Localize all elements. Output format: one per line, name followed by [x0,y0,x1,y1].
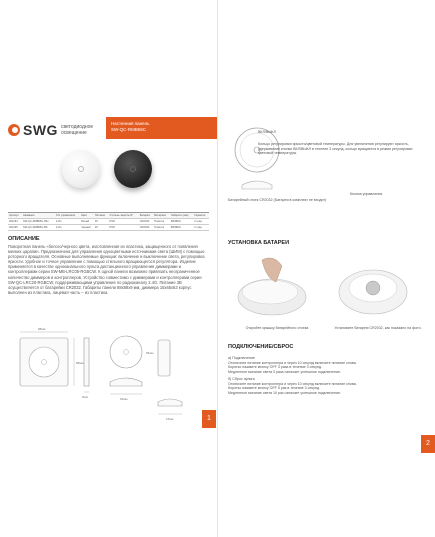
table-cell: IP20 [109,225,139,231]
technical-drawings [8,320,208,430]
th-size: Габариты (мм) [170,213,193,219]
dim-label-thickness: 15мм [166,417,174,421]
table-cell: IP20 [109,219,139,225]
battery-photo-2 [333,252,413,322]
th-warranty: Гарантия [193,213,209,219]
table-cell: 001234 [8,219,22,225]
table-cell: 3V [94,225,109,231]
table-cell: Пластик [153,219,170,225]
brand-subtitle [61,124,101,136]
table-cell: 2 года [193,219,209,225]
table-cell: 2.4G [55,225,80,231]
connect-a-step1: Отключите питание контроллера и через 10 секунд включите питание снова. [228,360,357,365]
brand-logo [8,122,101,138]
brand-sub-line2: освещение [60,130,87,136]
page-1 [0,0,217,537]
th-article: Артикул [8,213,22,219]
label-onoff: ВКЛ/ВЫКЛ [258,130,276,134]
th-power: Питание [94,213,109,219]
logo-mark-icon [8,124,20,136]
page-number-1: 1 [202,410,216,428]
th-name: Название [22,213,55,219]
spec-table [8,212,209,231]
description-text: Поворотная панель «белого/черного цвета, изготовленная из пластика, защищенного от появления мелких царапин. Предназначена для управления одноцветными источниками света (ШИМ) с помощью роторного вращателя. Основные выполняемые функции: включение и выключение света, регулировка яркости. Удобное и точное управление с помощью стильного вращающегося регулятора. Изделие применяется в качестве одноканального пульта дистанционного управления диммерами и контроллерами серии SW-MB-LRC05-RGBCW. К одной панели возможно привязать неограниченное количество диммеров и контроллеров. Устройство совместимо с диммерами и контроллерами серии SW-QC-LRC20-RGBCW, поддерживающими управление по радиоканалу 2.4G. Питание 3В осуществляется от батарейки CR2032. Габариты панели 88х88х9 мм, диммера 15х65х63 корпус выполнен из пластика, лицевая часть – из пластика. [8,244,205,295]
table-cell: Белый [80,219,94,225]
table-cell: 001235 [8,225,22,231]
th-material: Материал [153,213,170,219]
connect-a-step3: Медленное мигание света 3 раза означает успешное подключение. [228,369,341,374]
product-header-line2: SW-QC-RMB65C [111,127,147,132]
label-ring: Кольцо регулировки яркости/цветовой температуры. Для увеличения регулируют яркость, удерживание кнопки ВКЛ/ВЫКЛ в течение 3 секунд, кольцо вращается в режим регулировки цветовой температуры. [258,142,413,155]
connect-a-title: а) Подключение [228,356,255,360]
table-cell: CR2032 [139,219,153,225]
table-row [8,225,209,231]
connect-b-step2: Коротко нажмите кнопку OFF 5 раз в течение 3 секунд. [228,386,320,390]
dim-label-depth: 9мм [82,395,88,399]
table-cell: Пластик [153,225,170,231]
table-cell: CR2032 [139,225,153,231]
battery-photo-1 [232,252,312,322]
product-photo-white [62,150,100,188]
product-header-line1: Настенная панель [111,121,150,126]
brand-sub-line1: светодиодное [60,124,94,130]
page-number-2: 2 [421,435,435,453]
product-photo-black [114,150,152,188]
dim-label-width: 88мм [38,327,46,331]
page-2 [218,0,435,537]
table-cell: SW-QC-RMB65C-WH [22,219,55,225]
battery-caption-1: Откройте крышку батарейного отсека [245,326,309,330]
description-title: ОПИСАНИЕ [8,236,40,242]
dim-label-base: 63мм [120,397,128,401]
knob-center-dot [130,166,136,172]
th-color: Цвет [80,213,94,219]
dim-label-height: 88мм [76,361,84,365]
battery-caption-2: Установите батарею CR2032, как показано на фото. [334,326,422,330]
table-cell: 88х88х9 [170,219,193,225]
connect-b-step3: Медленное мигание света 10 раз означает успешное подключение. [228,390,341,395]
connect-section [228,356,423,395]
table-cell: SW-QC-RMB65C-BK [22,225,55,231]
knob-center-dot [78,166,84,172]
table-cell: Черный [80,225,94,231]
connect-title: ПОДКЛЮЧЕНИЕ/СБРОС [228,344,294,350]
table-cell: 2.4G [55,219,80,225]
connect-b-title: б) Сброс пульта [228,377,255,381]
th-control: Тип управления [55,213,80,219]
dim-label-diameter: 65мм [146,351,154,355]
th-battery: Батарея [139,213,153,219]
th-ip: Степень защиты IP [109,213,139,219]
table-cell: 88х88х9 [170,225,193,231]
connect-b-step1: Отключите питание контроллера и через 10 секунд включите питание снова. [228,381,357,386]
table-cell: 3V [94,219,109,225]
connect-a-step2: Коротко нажмите кнопку OFF 3 раза в течение 3 секунд. [228,365,322,369]
product-header-bar [106,117,217,139]
brand-name: SWG [23,122,58,138]
label-battery-compartment: Батарейный отсек CR2032 (Батарея в комплект не входит) [228,198,327,202]
battery-title: УСТАНОВКА БАТАРЕИ [228,240,290,246]
dimmer-top-diagram [232,125,282,197]
table-cell: 2 года [193,225,209,231]
label-control-button: Кнопка управления [350,192,383,196]
